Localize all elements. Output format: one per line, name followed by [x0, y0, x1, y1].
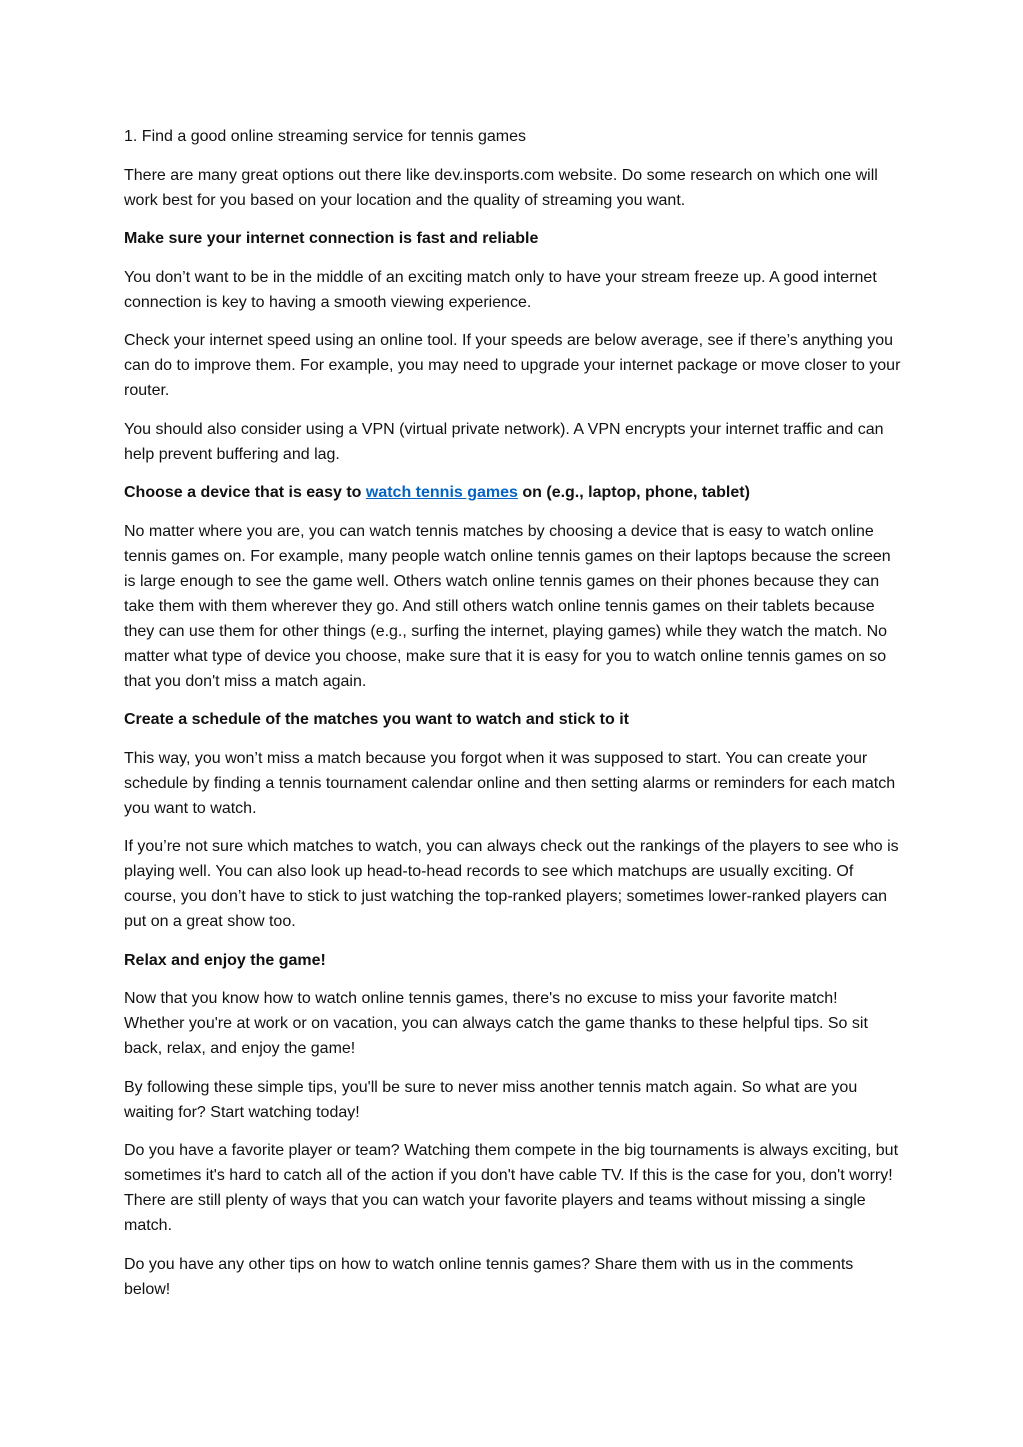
heading-device-after: on (e.g., laptop, phone, tablet)	[517, 484, 750, 501]
paragraph-rankings: If you’re not sure which matches to watch, you can always check out the rankings of the players to see who is playing well. You can also look up head-to-head records to see which matchups are usually exciting. Of course, you don’t have to stick to just watching the top-ranked players; sometimes lower-ranked players can put on a great show too.	[124, 838, 899, 930]
intro-heading: 1. Find a good online streaming service for tennis games	[124, 128, 526, 145]
paragraph-stream-freeze: You don’t want to be in the middle of an exciting match only to have your stream freeze up. A good internet connection is key to having a smooth viewing experience.	[124, 268, 877, 311]
paragraph-devices: No matter where you are, you can watch tennis matches by choosing a device that is easy to watch online tennis games on. For example, many people watch online tennis games on their laptops because the screen is large enough to see the game well. Others watch online tennis games on their phones because they can take them with them wherever they go. And still others watch online tennis games on their tablets because they can use them for other things (e.g., surfing the internet, playing games) while they watch the match. No matter what type of device you choose, make sure that it is easy for you to watch online tennis games on so that you don't miss a match again.	[124, 522, 891, 690]
paragraph-internet-speed: Check your internet speed using an online tool. If your speeds are below average, see if there’s anything you can do to improve them. For example, you may need to upgrade your internet package or move closer to your router.	[124, 332, 901, 399]
heading-schedule: Create a schedule of the matches you want to watch and stick to it	[124, 711, 629, 728]
heading-device-before: Choose a device that is easy to	[124, 484, 366, 501]
paragraph-enjoy: Now that you know how to watch online tennis games, there's no excuse to miss your favorite match! Whether you're at work or on vacation, you can always catch the game thanks to these helpful tips. So sit back, relax, and enjoy the game!	[124, 990, 868, 1057]
paragraph-comments: Do you have any other tips on how to watch online tennis games? Share them with us in the comments below!	[124, 1255, 854, 1298]
heading-relax: Relax and enjoy the game!	[124, 951, 326, 969]
paragraph-schedule: This way, you won’t miss a match because you forgot when it was supposed to start. You can create your schedule by finding a tennis tournament calendar online and then setting alarms or reminders for each match you want to watch.	[124, 749, 896, 817]
paragraph-vpn: You should also consider using a VPN (virtual private network). A VPN encrypts your internet traffic and can help prevent buffering and lag.	[124, 420, 884, 463]
heading-choose-device	[124, 480, 902, 505]
paragraph-streaming-options: There are many great options out there like dev.insports.com website. Do some research on which one will work best for you based on your location and the quality of streaming you want.	[124, 166, 878, 209]
document-page	[124, 124, 902, 1315]
watch-tennis-games-link[interactable]: watch tennis games	[365, 484, 518, 501]
heading-internet-connection: Make sure your internet connection is fast and reliable	[124, 230, 539, 247]
paragraph-simple-tips: By following these simple tips, you'll be sure to never miss another tennis match again. So what are you waiting for? Start watching today!	[124, 1078, 858, 1121]
paragraph-favorite-player: Do you have a favorite player or team? Watching them compete in the big tournaments is always exciting, but sometimes it's hard to catch all of the action if you don't have cable TV. If this is the case for you, don't worry! There are still plenty of ways that you can watch your favorite players and teams without missing a single match.	[124, 1142, 899, 1234]
